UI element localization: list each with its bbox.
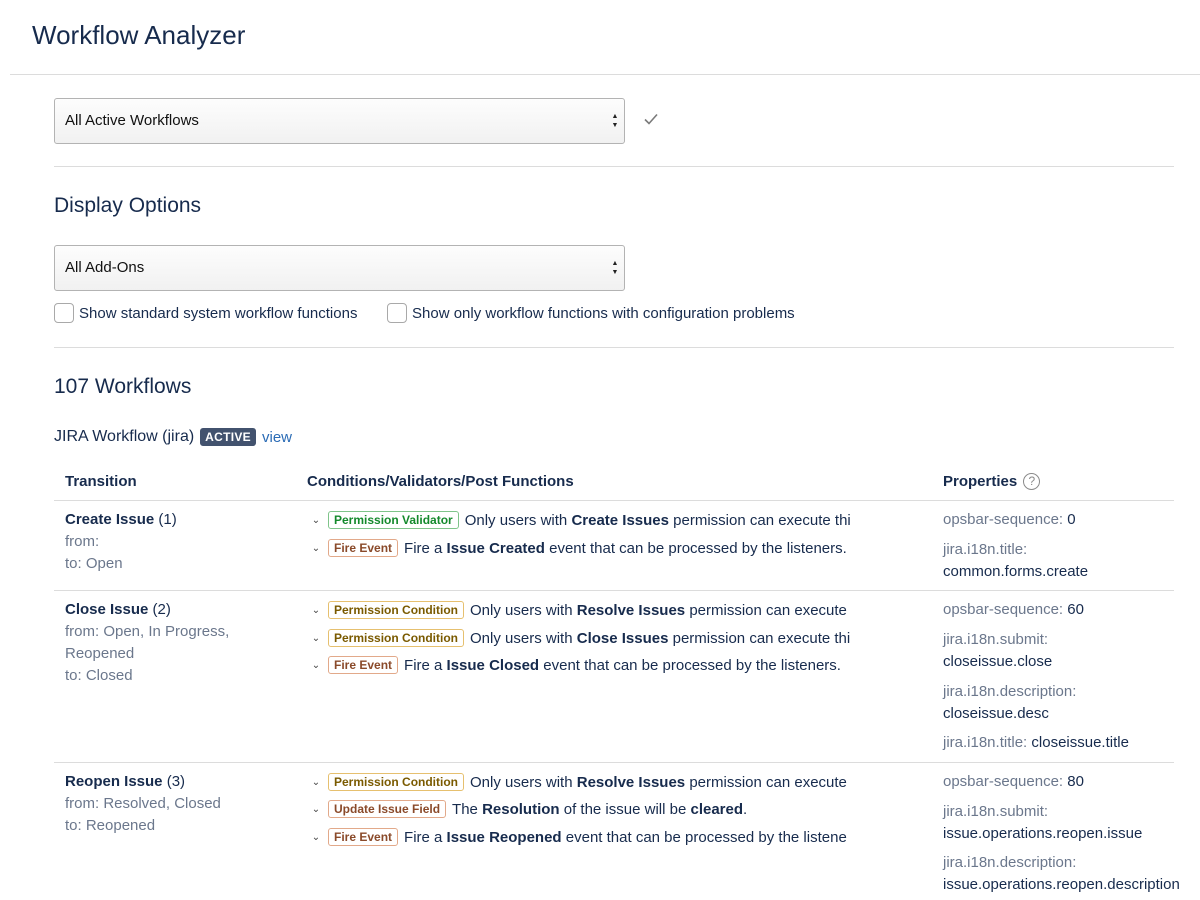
transition-count: (1)	[158, 511, 177, 528]
property-key: opsbar-sequence:	[943, 601, 1064, 618]
property-item	[943, 732, 1129, 754]
function-text: of the issue will be	[563, 800, 687, 818]
function-item[interactable]	[310, 654, 862, 676]
transition-to: to: Reopened	[65, 817, 156, 834]
chevron-down-icon[interactable]: ⌄	[311, 604, 321, 616]
function-text: permission can execute	[689, 601, 847, 619]
status-badge: ACTIVE	[200, 428, 256, 446]
chevron-down-icon[interactable]: ⌄	[311, 803, 321, 815]
function-tag: Permission Condition	[328, 773, 464, 791]
function-text: Fire a	[404, 656, 443, 674]
display-options-title: Display Options	[54, 194, 202, 217]
function-text: .	[743, 800, 748, 818]
chevron-down-icon[interactable]: ⌄	[311, 776, 321, 788]
property-value: 60	[1067, 601, 1084, 618]
select-arrows-icon: ▲ ▼	[611, 113, 619, 129]
function-text: Only users with	[464, 511, 568, 529]
standard-functions-option[interactable]	[54, 303, 357, 323]
function-item[interactable]	[310, 798, 862, 820]
function-text: Only users with	[470, 773, 573, 791]
function-item[interactable]	[310, 509, 862, 531]
transition-count: (2)	[152, 601, 171, 618]
chevron-down-icon[interactable]: ⌄	[311, 632, 321, 644]
property-item	[943, 801, 1142, 845]
function-text-bold: Issue Closed	[446, 656, 540, 674]
property-value: issue.operations.reopen.description	[943, 876, 1180, 893]
workflow-heading	[54, 428, 292, 446]
property-item	[943, 509, 1076, 531]
function-text: Fire a	[404, 828, 443, 846]
select-arrows-icon: ▲ ▼	[611, 260, 619, 276]
property-value: 80	[1067, 773, 1084, 790]
transition-from: from: Open, In Progress,	[65, 623, 230, 640]
workflow-name: JIRA Workflow (jira)	[54, 428, 195, 445]
page-title: Workflow Analyzer	[32, 20, 246, 50]
function-text-bold: Resolve Issues	[576, 773, 686, 791]
transition-count: (3)	[166, 773, 186, 790]
function-text: permission can execute	[689, 773, 847, 791]
transition-name: Close Issue	[65, 601, 149, 618]
config-problems-checkbox[interactable]	[387, 303, 407, 323]
table-divider	[54, 500, 1174, 501]
function-text-bold: Create Issues	[571, 511, 669, 529]
property-item	[943, 599, 1084, 621]
transition-to: to: Closed	[65, 667, 133, 684]
function-tag: Update Issue Field	[328, 800, 446, 818]
section-divider	[54, 347, 1174, 348]
transition-from: Reopened	[65, 645, 135, 662]
function-tag: Fire Event	[328, 539, 398, 557]
workflow-select[interactable]	[54, 98, 625, 144]
property-key: jira.i18n.title:	[943, 541, 1028, 558]
function-text-bold: Resolve Issues	[576, 601, 686, 619]
property-key: opsbar-sequence:	[943, 511, 1064, 528]
function-item[interactable]	[310, 599, 862, 621]
transition-from: from:	[65, 533, 100, 550]
column-header-transition: Transition	[65, 473, 137, 490]
workflow-select-value: All Active Workflows	[65, 112, 199, 129]
table-row-transition	[65, 509, 177, 575]
property-item	[943, 771, 1084, 793]
function-text: Only users with	[470, 601, 573, 619]
chevron-down-icon[interactable]: ⌄	[311, 659, 321, 671]
function-text: permission can execute thi	[673, 511, 851, 529]
table-row-transition	[65, 771, 221, 837]
function-text-bold: Close Issues	[576, 629, 669, 647]
table-divider	[54, 590, 1174, 591]
transition-to: to: Open	[65, 555, 123, 572]
function-text: Fire a	[404, 539, 443, 557]
chevron-down-icon[interactable]: ⌄	[311, 542, 321, 554]
section-divider	[54, 166, 1174, 167]
property-key: opsbar-sequence:	[943, 773, 1064, 790]
property-value: 0	[1067, 511, 1076, 528]
function-text: Only users with	[470, 629, 573, 647]
function-text: event that can be processed by the listeners.	[549, 539, 847, 557]
function-text-bold: Issue Reopened	[446, 828, 562, 846]
property-item	[943, 681, 1076, 725]
function-text: event that can be processed by the listeners.	[543, 656, 841, 674]
property-key: jira.i18n.submit:	[943, 803, 1049, 820]
function-tag: Permission Validator	[328, 511, 459, 529]
chevron-down-icon[interactable]: ⌄	[311, 514, 321, 526]
function-item[interactable]	[310, 627, 862, 649]
table-row-transition	[65, 599, 229, 687]
function-text: event that can be processed by the listene	[565, 828, 847, 846]
config-problems-option[interactable]	[387, 303, 795, 323]
function-item[interactable]	[310, 537, 862, 559]
function-tag: Fire Event	[328, 828, 398, 846]
function-item[interactable]	[310, 826, 862, 848]
standard-functions-label: Show standard system workflow functions	[79, 304, 358, 322]
property-value: closeissue.title	[1031, 734, 1129, 751]
property-key: jira.i18n.submit:	[943, 631, 1049, 648]
config-problems-label: Show only workflow functions with configuration problems	[412, 304, 795, 322]
standard-functions-checkbox[interactable]	[54, 303, 74, 323]
function-text: The	[452, 800, 478, 818]
column-header-functions: Conditions/Validators/Post Functions	[307, 473, 574, 490]
function-text-bold: cleared	[690, 800, 744, 818]
property-value: common.forms.create	[943, 563, 1089, 580]
function-item[interactable]	[310, 771, 862, 793]
addon-select-value: All Add-Ons	[65, 259, 145, 276]
function-tag: Permission Condition	[328, 601, 464, 619]
function-text-bold: Issue Created	[446, 539, 545, 557]
function-tag: Permission Condition	[328, 629, 464, 647]
chevron-down-icon[interactable]: ⌄	[311, 831, 321, 843]
properties-header-label: Properties	[943, 473, 1018, 490]
property-value: closeissue.desc	[943, 705, 1049, 722]
property-value: issue.operations.reopen.issue	[943, 825, 1143, 842]
addon-select[interactable]	[54, 245, 625, 291]
column-header-properties	[943, 473, 1040, 490]
function-tag: Fire Event	[328, 656, 398, 674]
help-icon[interactable]: ?	[1023, 473, 1040, 490]
property-item	[943, 629, 1052, 673]
function-text: permission can execute thi	[672, 629, 851, 647]
transition-name: Reopen Issue	[65, 773, 163, 790]
property-key: jira.i18n.description:	[943, 683, 1077, 700]
function-text-bold: Resolution	[482, 800, 560, 818]
header-divider	[10, 74, 1200, 75]
property-item	[943, 539, 1088, 583]
view-link[interactable]: view	[261, 428, 292, 446]
transition-from: from: Resolved, Closed	[65, 795, 221, 812]
property-key: jira.i18n.title:	[943, 734, 1028, 751]
property-key: jira.i18n.description:	[943, 854, 1077, 871]
property-value: closeissue.close	[943, 653, 1053, 670]
checkmark-icon[interactable]	[642, 110, 660, 128]
property-item	[943, 852, 1180, 896]
transition-name: Create Issue	[65, 511, 155, 528]
workflows-count: 107 Workflows	[54, 375, 192, 398]
table-divider	[54, 762, 1174, 763]
